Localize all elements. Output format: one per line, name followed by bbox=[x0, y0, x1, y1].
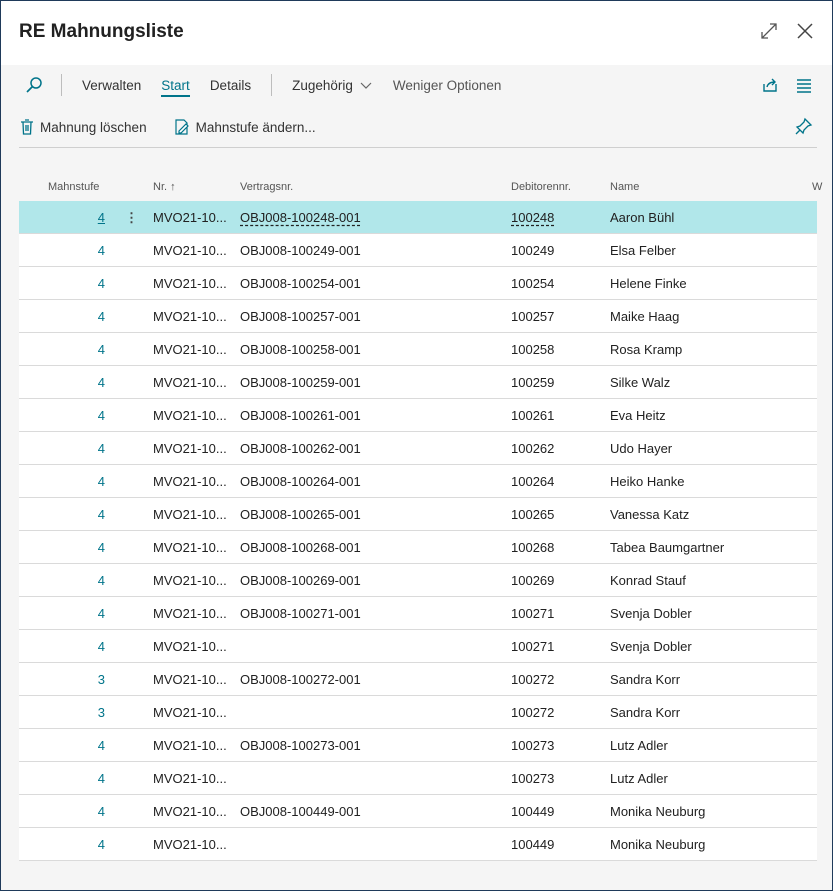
cell-mahnstufe[interactable]: 4 bbox=[97, 606, 105, 621]
cell-name: Aaron Bühl bbox=[610, 210, 675, 225]
table-header bbox=[19, 173, 823, 201]
cell-vertragsnr: OBJ008-100259-001 bbox=[240, 375, 361, 390]
cell-mahnstufe[interactable]: 4 bbox=[97, 804, 105, 819]
sort-ascending-icon: ↑ bbox=[170, 181, 176, 193]
cell-nr: MVO21-10... bbox=[153, 804, 227, 819]
column-header-nr-label: Nr. bbox=[153, 181, 168, 193]
cell-name: Monika Neuburg bbox=[610, 804, 706, 819]
table-row[interactable] bbox=[19, 630, 817, 663]
cell-nr: MVO21-10... bbox=[153, 540, 227, 555]
cell-debitorennr: 100273 bbox=[511, 771, 555, 786]
divider bbox=[19, 147, 817, 148]
cell-mahnstufe[interactable]: 3 bbox=[97, 705, 105, 720]
cell-nr: MVO21-10... bbox=[153, 705, 227, 720]
cell-vertragsnr: OBJ008-100265-001 bbox=[240, 507, 361, 522]
table-row[interactable] bbox=[19, 267, 817, 300]
delete-reminder-label: Mahnung löschen bbox=[40, 119, 147, 135]
right-icon-group bbox=[761, 67, 813, 103]
cell-vertragsnr: OBJ008-100261-001 bbox=[240, 408, 361, 423]
action-bar bbox=[19, 67, 817, 103]
list-view-icon[interactable] bbox=[795, 76, 813, 94]
cell-nr: MVO21-10... bbox=[153, 672, 227, 687]
change-level-button[interactable] bbox=[173, 118, 316, 136]
cell-nr: MVO21-10... bbox=[153, 309, 227, 324]
cell-name: Helene Finke bbox=[610, 276, 687, 291]
table-row[interactable] bbox=[19, 597, 817, 630]
column-header-mahnstufe[interactable]: Mahnstufe bbox=[48, 181, 100, 193]
column-header-vertragsnr[interactable]: Vertragsnr. bbox=[240, 181, 294, 193]
cell-name: Monika Neuburg bbox=[610, 837, 706, 852]
table-row[interactable] bbox=[19, 300, 817, 333]
cell-mahnstufe[interactable]: 4 bbox=[97, 639, 105, 654]
command-bar bbox=[19, 109, 817, 145]
cell-name: Maike Haag bbox=[610, 309, 680, 324]
cell-name: Lutz Adler bbox=[610, 771, 668, 786]
cell-debitorennr: 100268 bbox=[511, 540, 555, 555]
cell-nr: MVO21-10... bbox=[153, 606, 227, 621]
cell-mahnstufe[interactable]: 4 bbox=[97, 474, 105, 489]
cell-name: Lutz Adler bbox=[610, 738, 668, 753]
table-row[interactable] bbox=[19, 762, 817, 795]
page-title: RE Mahnungsliste bbox=[19, 21, 184, 42]
column-header-nr[interactable] bbox=[153, 181, 176, 193]
chevron-down-icon bbox=[359, 80, 373, 90]
search-icon bbox=[25, 76, 43, 94]
cell-nr: MVO21-10... bbox=[153, 342, 227, 357]
cell-nr: MVO21-10... bbox=[153, 507, 227, 522]
tab-details[interactable]: Details bbox=[209, 77, 252, 93]
table-row[interactable] bbox=[19, 234, 817, 267]
cell-nr: MVO21-10... bbox=[153, 441, 227, 456]
cell-mahnstufe[interactable]: 3 bbox=[97, 672, 105, 687]
cell-name: Silke Walz bbox=[610, 375, 671, 390]
table-row[interactable] bbox=[19, 531, 817, 564]
cell-vertragsnr: OBJ008-100262-001 bbox=[240, 441, 361, 456]
cell-name: Svenja Dobler bbox=[610, 606, 692, 621]
cell-nr: MVO21-10... bbox=[153, 375, 227, 390]
cell-name: Rosa Kramp bbox=[610, 342, 683, 357]
table-row[interactable] bbox=[19, 432, 817, 465]
table-row[interactable] bbox=[19, 663, 817, 696]
table-row[interactable] bbox=[19, 399, 817, 432]
cell-mahnstufe[interactable]: 4 bbox=[97, 837, 105, 852]
close-button[interactable] bbox=[793, 19, 817, 43]
cell-name: Elsa Felber bbox=[610, 243, 676, 258]
cell-debitorennr: 100254 bbox=[511, 276, 555, 291]
cell-debitorennr: 100264 bbox=[511, 474, 555, 489]
cell-debitorennr: 100248 bbox=[511, 210, 555, 225]
cell-debitorennr: 100449 bbox=[511, 804, 555, 819]
cell-vertragsnr: OBJ008-100249-001 bbox=[240, 243, 361, 258]
table-row[interactable] bbox=[19, 498, 817, 531]
cell-nr: MVO21-10... bbox=[153, 276, 227, 291]
table-row[interactable] bbox=[19, 828, 817, 861]
cell-name: Sandra Korr bbox=[610, 672, 681, 687]
cell-debitorennr: 100271 bbox=[511, 639, 555, 654]
cell-mahnstufe[interactable]: 4 bbox=[97, 309, 105, 324]
separator bbox=[61, 74, 62, 96]
cell-vertragsnr: OBJ008-100258-001 bbox=[240, 342, 361, 357]
search-button[interactable] bbox=[19, 67, 51, 103]
cell-vertragsnr: OBJ008-100269-001 bbox=[240, 573, 361, 588]
cell-mahnstufe[interactable]: 4 bbox=[97, 342, 105, 357]
tab-zugehoerig-label: Zugehörig bbox=[292, 77, 353, 93]
title-bar bbox=[1, 1, 832, 65]
cell-nr: MVO21-10... bbox=[153, 837, 227, 852]
row-menu-icon[interactable]: ⋮ bbox=[125, 210, 138, 225]
cell-name: Vanessa Katz bbox=[610, 507, 690, 522]
cell-mahnstufe[interactable]: 4 bbox=[97, 441, 105, 456]
cell-mahnstufe[interactable]: 4 bbox=[97, 276, 105, 291]
reminder-table bbox=[19, 173, 823, 861]
cell-debitorennr: 100271 bbox=[511, 606, 555, 621]
expand-icon bbox=[760, 22, 778, 40]
cell-debitorennr: 100273 bbox=[511, 738, 555, 753]
cell-debitorennr: 100262 bbox=[511, 441, 555, 456]
table-row[interactable] bbox=[19, 366, 817, 399]
cell-debitorennr: 100249 bbox=[511, 243, 555, 258]
cell-debitorennr: 100449 bbox=[511, 837, 555, 852]
column-header-name[interactable]: Name bbox=[610, 181, 640, 193]
expand-button[interactable] bbox=[757, 19, 781, 43]
cell-mahnstufe[interactable]: 4 bbox=[97, 771, 105, 786]
cell-vertragsnr: OBJ008-100449-001 bbox=[240, 804, 361, 819]
edit-document-icon bbox=[173, 118, 191, 136]
delete-reminder-button[interactable] bbox=[19, 118, 147, 136]
table-row[interactable] bbox=[19, 465, 817, 498]
cell-name: Eva Heitz bbox=[610, 408, 666, 423]
cell-vertragsnr: OBJ008-100257-001 bbox=[240, 309, 361, 324]
cell-mahnstufe[interactable]: 4 bbox=[97, 408, 105, 423]
cell-vertragsnr: OBJ008-100268-001 bbox=[240, 540, 361, 555]
cell-mahnstufe[interactable]: 4 bbox=[97, 243, 105, 258]
cell-vertragsnr: OBJ008-100271-001 bbox=[240, 606, 361, 621]
cell-mahnstufe[interactable]: 4 bbox=[97, 540, 105, 555]
column-header-debitorennr[interactable]: Debitorennr. bbox=[511, 181, 571, 193]
cell-debitorennr: 100272 bbox=[511, 705, 555, 720]
cell-name: Tabea Baumgartner bbox=[610, 540, 725, 555]
cell-name: Konrad Stauf bbox=[610, 573, 686, 588]
cell-debitorennr: 100265 bbox=[511, 507, 555, 522]
pin-icon bbox=[795, 117, 813, 135]
cell-vertragsnr: OBJ008-100272-001 bbox=[240, 672, 361, 687]
cell-debitorennr: 100261 bbox=[511, 408, 555, 423]
cell-debitorennr: 100257 bbox=[511, 309, 555, 324]
tab-start[interactable]: Start bbox=[151, 67, 200, 103]
cell-nr: MVO21-10... bbox=[153, 474, 227, 489]
share-icon[interactable] bbox=[761, 76, 779, 94]
trash-icon bbox=[19, 118, 35, 136]
cell-mahnstufe[interactable]: 4 bbox=[97, 738, 105, 753]
cell-mahnstufe[interactable]: 4 bbox=[97, 210, 105, 225]
cell-mahnstufe[interactable]: 4 bbox=[97, 573, 105, 588]
cell-debitorennr: 100258 bbox=[511, 342, 555, 357]
column-header-w[interactable]: W bbox=[812, 181, 823, 193]
cell-name: Sandra Korr bbox=[610, 705, 681, 720]
cell-mahnstufe[interactable]: 4 bbox=[97, 507, 105, 522]
cell-nr: MVO21-10... bbox=[153, 738, 227, 753]
fewer-options-button[interactable]: Weniger Optionen bbox=[392, 77, 502, 93]
tab-verwalten[interactable]: Verwalten bbox=[82, 77, 142, 93]
cell-nr: MVO21-10... bbox=[153, 243, 227, 258]
table-body bbox=[19, 201, 817, 861]
table-row[interactable] bbox=[19, 795, 817, 828]
cell-name: Svenja Dobler bbox=[610, 639, 692, 654]
cell-mahnstufe[interactable]: 4 bbox=[97, 375, 105, 390]
table-row[interactable] bbox=[19, 333, 817, 366]
pin-button[interactable] bbox=[795, 117, 813, 138]
table-row[interactable] bbox=[19, 696, 817, 729]
cell-nr: MVO21-10... bbox=[153, 573, 227, 588]
change-level-label: Mahnstufe ändern... bbox=[195, 119, 316, 135]
cell-name: Heiko Hanke bbox=[610, 474, 685, 489]
cell-vertragsnr: OBJ008-100264-001 bbox=[240, 474, 361, 489]
cell-debitorennr: 100272 bbox=[511, 672, 555, 687]
cell-nr: MVO21-10... bbox=[153, 408, 227, 423]
tab-zugehoerig[interactable] bbox=[282, 67, 383, 103]
cell-debitorennr: 100259 bbox=[511, 375, 555, 390]
cell-nr: MVO21-10... bbox=[153, 210, 227, 225]
separator bbox=[271, 74, 272, 96]
table-row[interactable] bbox=[19, 729, 817, 762]
table-row[interactable] bbox=[19, 564, 817, 597]
cell-nr: MVO21-10... bbox=[153, 771, 227, 786]
table-row[interactable] bbox=[19, 201, 817, 234]
close-icon bbox=[796, 22, 814, 40]
cell-vertragsnr: OBJ008-100273-001 bbox=[240, 738, 361, 753]
cell-nr: MVO21-10... bbox=[153, 639, 227, 654]
cell-vertragsnr: OBJ008-100248-001 bbox=[240, 210, 361, 225]
cell-debitorennr: 100269 bbox=[511, 573, 555, 588]
cell-vertragsnr: OBJ008-100254-001 bbox=[240, 276, 361, 291]
cell-name: Udo Hayer bbox=[610, 441, 673, 456]
